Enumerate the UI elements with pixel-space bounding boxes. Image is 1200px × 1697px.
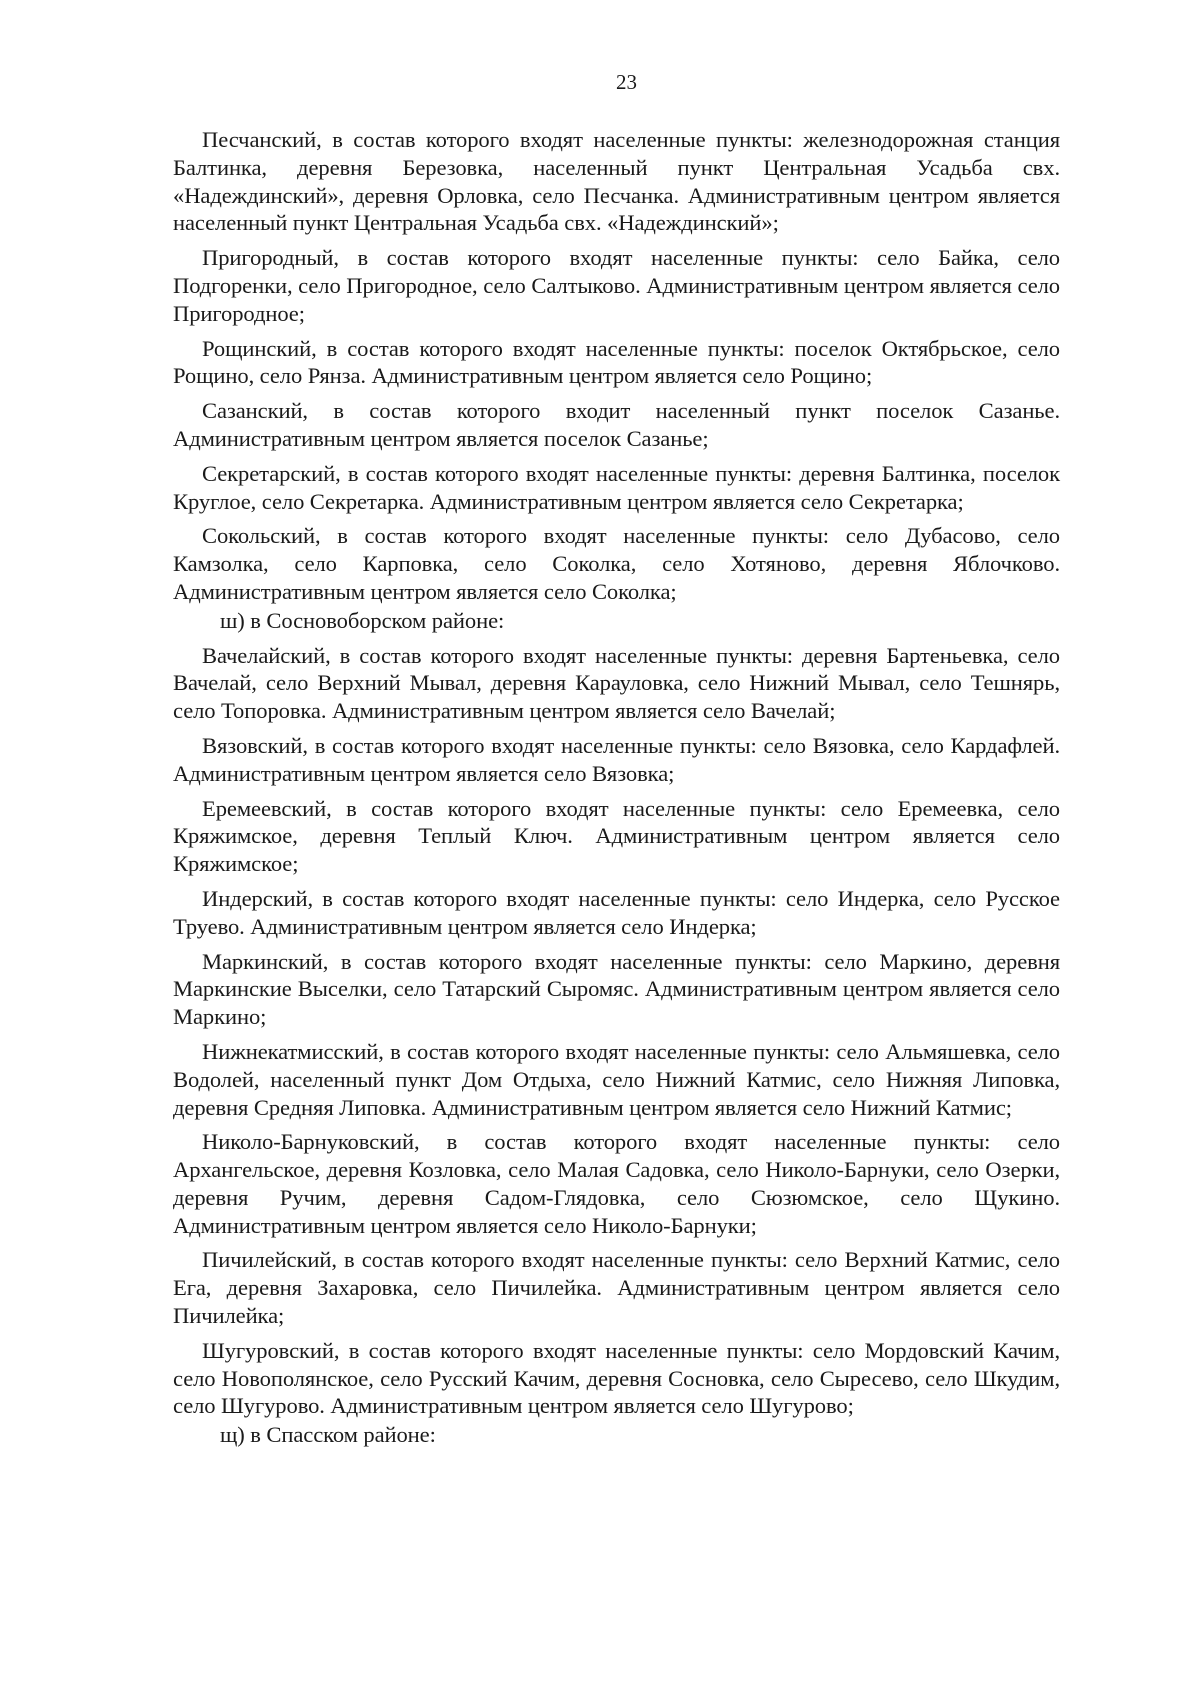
subsection-heading-sosnovoborsky: ш) в Сосновоборском районе:: [220, 607, 505, 633]
paragraph-sokolsky: Сокольский, в состав которого входят населенные пункты: село Дубасово, село Камзолка, село Карповка, село Соколка, село Хотяново, деревня Яблочково. Административным центром является село Соколка;: [173, 523, 1060, 604]
paragraph-prigorodny: Пригородный, в состав которого входят населенные пункты: село Байка, село Подгоренки, село Пригородное, село Салтыково. Административным центром является село Пригородное;: [173, 245, 1060, 326]
paragraph-nizhnekatmissky: Нижнекатмисский, в состав которого входят населенные пункты: село Альмяшевка, село Водолей, населенный пункт Дом Отдыха, село Нижний Катмис, село Нижняя Липовка, деревня Средняя Липовка. Административным центром является село Нижний Катмис;: [173, 1038, 1060, 1120]
paragraph-sekretarsky: Секретарский, в состав которого входят населенные пункты: деревня Балтинка, поселок Круглое, село Секретарка. Административным центром является село Секретарка;: [173, 460, 1060, 514]
paragraph-roshchinsky: Рощинский, в состав которого входят населенные пункты: поселок Октябрьское, село Рощино, село Рянза. Административным центром является село Рощино;: [173, 335, 1060, 389]
page-number: 23: [616, 70, 637, 94]
paragraph-shugurovsky: Шугуровский, в состав которого входят населенные пункты: село Мордовский Качим, село Новополянское, село Русский Качим, деревня Сосновка, село Сыресево, село Шкудим, село Шугурово. Административным центром является село Шугурово;: [173, 1337, 1060, 1419]
paragraph-indersky: Индерский, в состав которого входят населенные пункты: село Индерка, село Русское Труево. Административным центром является село Индерка;: [173, 885, 1060, 939]
paragraph-vachelaysky: Вачелайский, в состав которого входят населенные пункты: деревня Бартеньевка, село Вачелай, село Верхний Мывал, деревня Карауловка, село Нижний Мывал, село Тешнярь, село Топоровка. Административным центром является село Вачелай;: [173, 642, 1060, 724]
paragraph-eremeevsky: Еремеевский, в состав которого входят населенные пункты: село Еремеевка, село Кряжимское, деревня Теплый Ключ. Административным центром является село Кряжимское;: [173, 795, 1060, 877]
paragraph-nikolo-barnukovsky: Николо-Барнуковский, в состав которого входят населенные пункты: село Архангельское, деревня Козловка, село Малая Садовка, село Николо-Барнуки, село Озерки, деревня Ручим, деревня Садом-Глядовка, село Сюзюмское, село Щукино. Административным центром является село Николо-Барнуки;: [173, 1129, 1060, 1238]
paragraph-sazansky: Сазанский, в состав которого входит населенный пункт поселок Сазанье. Административным центром является поселок Сазанье;: [173, 398, 1060, 451]
subsection-heading-spassky: щ) в Спасском районе:: [220, 1422, 436, 1448]
paragraph-pichileysky: Пичилейский, в состав которого входят населенные пункты: село Верхний Катмис, село Ега, деревня Захаровка, село Пичилейка. Административным центром является село Пичилейка;: [173, 1247, 1060, 1329]
paragraph-markinsky: Маркинский, в состав которого входят населенные пункты: село Маркино, деревня Маркинские Выселки, село Татарский Сыромяс. Административным центром является село Маркино;: [173, 948, 1060, 1030]
paragraph-peschansky: Песчанский, в состав которого входят населенные пункты: железнодорожная станция Балтинка, деревня Березовка, населенный пункт Центральная Усадьба свх. «Надеждинский», деревня Орловка, село Песчанка. Административным центром является населенный пункт Центральная Усадьба свх. «Надеждинский»;: [173, 127, 1060, 236]
paragraph-vyazovsky: Вязовский, в состав которого входят населенные пункты: село Вязовка, село Кардафлей. Административным центром является село Вязовка;: [173, 732, 1060, 786]
